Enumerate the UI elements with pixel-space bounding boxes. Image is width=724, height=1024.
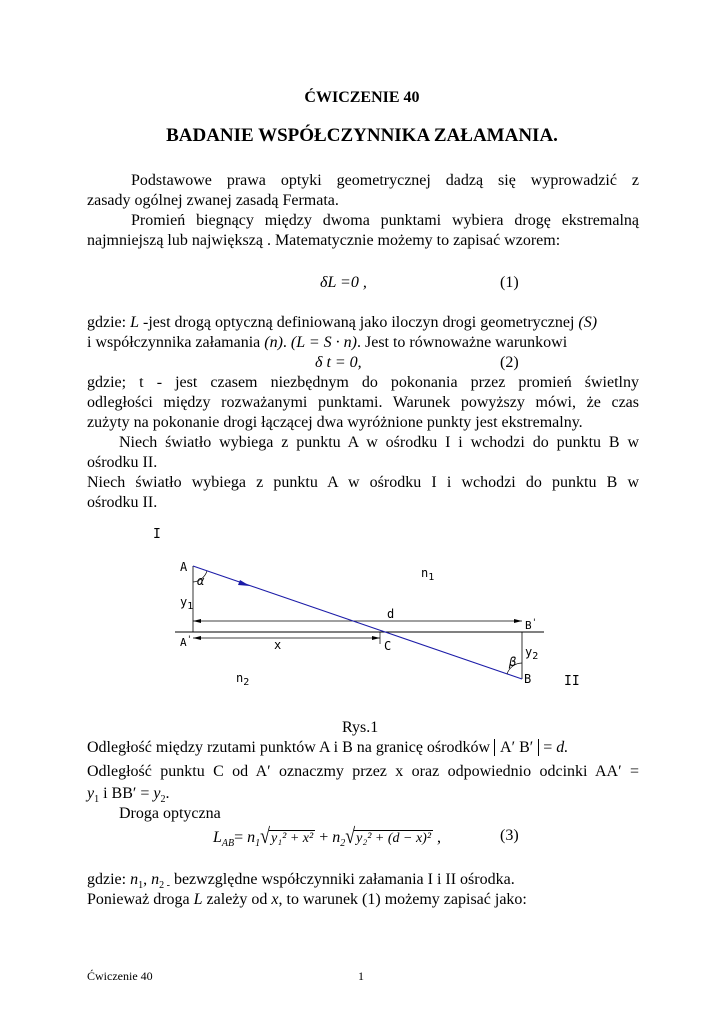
equation-2-number: (2) <box>500 354 519 371</box>
label-y1 <box>180 595 193 612</box>
formula-L: (L = S · n) <box>290 334 357 351</box>
after-line1 <box>87 738 568 758</box>
final-text: zależy od <box>202 891 272 908</box>
subscript: AB <box>221 838 235 850</box>
label-A-prime <box>180 635 192 649</box>
subscript: 1 <box>94 794 100 806</box>
where1-text: gdzie: <box>87 314 131 331</box>
final-text: , to warunek (1) możemy zapisać jako: <box>278 891 527 908</box>
where2-line1: gdzie; t - jest czasem niezbędnym do pokonania przez promień świetlny <box>87 374 639 391</box>
comma: , <box>433 829 442 846</box>
after-text: = <box>539 739 557 756</box>
where1-text: i współczynnika załamania <box>87 334 265 351</box>
label-y1-letter: y <box>180 595 188 609</box>
final-text: , <box>143 871 152 888</box>
final-text: Ponieważ droga <box>87 891 194 908</box>
subscript: 2 <box>340 838 346 850</box>
arrowhead <box>193 636 201 640</box>
label-n2 <box>236 671 249 688</box>
where1-line2 <box>87 333 567 353</box>
label-n1 <box>421 566 434 583</box>
where1-line1 <box>87 313 597 333</box>
label-d: d <box>387 607 395 621</box>
final-line2 <box>87 890 527 910</box>
label-n2-letter: n <box>236 671 244 685</box>
symbol-n: n <box>151 871 160 888</box>
where2-line7: ośrodku II. <box>87 494 158 511</box>
symbol-x: x <box>271 891 279 908</box>
label-y2-subscript: 2 <box>532 651 539 662</box>
symbol-n2: n <box>332 829 341 846</box>
where2-line2: odległości między rozważanymi punktami. Warunek powyższy mówi, że czas <box>87 394 639 411</box>
label-B: B <box>524 672 532 686</box>
symbol-n: (n) <box>264 334 283 351</box>
equation-2: δ t = 0, <box>315 354 362 371</box>
where2-line4: Niech światło wybiega z punktu A w ośrodku I i wchodzi do punktu B w <box>119 434 639 451</box>
after-line4: Droga optyczna <box>119 805 221 822</box>
symbol-d: d. <box>556 739 569 756</box>
symbol-y2: y <box>153 785 161 802</box>
page-number: 1 <box>358 969 364 983</box>
arrowhead <box>193 619 201 623</box>
label-y2-letter: y <box>525 645 533 659</box>
label-A: A <box>180 560 188 574</box>
equation-1: δL =0 , <box>320 274 367 291</box>
label-B-prime <box>525 618 537 632</box>
exercise-heading: ĆWICZENIE 40 <box>304 89 420 106</box>
label-x: x <box>274 638 282 652</box>
equation-1-number: (1) <box>500 274 519 291</box>
label-medium-I: I <box>153 527 161 542</box>
final-text: gdzie: <box>87 871 131 888</box>
final-text: bezwzględne współczynniki załamania I i II ośrodka. <box>169 871 515 888</box>
after-text: Odległość między rzutami punktów A i B na granicę ośrodków <box>87 739 495 756</box>
sqrt-sign: √ <box>345 824 356 848</box>
after-text: . <box>165 785 170 802</box>
ray-direction-arrow <box>238 580 250 586</box>
intro-p1-line1: Podstawowe prawa optyki geometrycznej dadzą się wyprowadzić z <box>131 172 639 189</box>
radicand-1: y₁² + x² <box>271 831 314 846</box>
prime-mark: ' <box>186 635 193 645</box>
plus: + <box>315 829 333 846</box>
final-line1 <box>87 870 515 890</box>
abs-AB: A′ B′ <box>494 739 539 756</box>
subscript: 2 <box>160 794 166 806</box>
where2-line3: zużyty na pokonanie drogi łączącej dwa wyróżnione punkty jest ekstremalny. <box>87 414 583 431</box>
intro-p2-line1: Promień biegnący między dwoma punktami wybiera drogę ekstremalną <box>131 212 639 229</box>
symbol-L: L <box>213 829 222 846</box>
where1-text: . Jest to równoważne warunkowi <box>356 334 568 351</box>
label-n2-subscript: 2 <box>243 677 250 688</box>
figure-caption: Rys.1 <box>342 719 379 736</box>
symbol-n: n <box>130 871 139 888</box>
label-n1-letter: n <box>421 566 429 580</box>
prime-mark: ' <box>531 618 538 628</box>
label-y1-subscript: 1 <box>187 601 194 612</box>
label-beta: β <box>509 655 517 669</box>
after-line3 <box>87 784 170 804</box>
label-B-prime-letter: B <box>525 619 532 632</box>
refraction-figure <box>0 520 724 690</box>
label-y2 <box>525 645 538 662</box>
radicand-2: y₂² + (d − x)² <box>356 831 432 846</box>
equation-3-number: (3) <box>500 827 519 844</box>
label-C: C <box>384 639 392 653</box>
subscript: 1 <box>138 880 144 892</box>
symbol-L: L <box>130 314 139 331</box>
footer-exercise: Ćwiczenie 40 <box>87 969 153 983</box>
page-title: BADANIE WSPÓŁCZYNNIKA ZAŁAMANIA. <box>166 125 558 146</box>
arrowhead <box>514 619 522 623</box>
label-medium-II: II <box>564 674 580 689</box>
subscript: 1 <box>255 838 261 850</box>
symbol-y1: y <box>87 785 95 802</box>
symbol-S: (S) <box>578 314 598 331</box>
after-text: i BB′ = <box>99 785 154 802</box>
sqrt-sign: √ <box>260 824 271 848</box>
label-A-prime-letter: A <box>180 636 187 649</box>
symbol-L: L <box>193 891 203 908</box>
equals: = <box>234 829 248 846</box>
where2-line5: ośrodku II. <box>87 454 158 471</box>
label-alpha: α <box>197 574 205 588</box>
where2-line6: Niech światło wybiega z punktu A w ośrodku I i wchodzi do punktu B w <box>87 474 639 491</box>
intro-p1-line2: zasady ogólnej zwanej zasadą Fermata. <box>87 192 339 209</box>
equation-3 <box>213 826 441 848</box>
where1-text: -jest drogą optyczną definiowaną jako iloczyn drogi geometrycznej <box>139 314 579 331</box>
intro-p2-line2: najmniejszą lub największą . Matematycznie możemy to zapisać wzorem: <box>87 232 561 249</box>
label-n1-subscript: 1 <box>428 572 435 583</box>
after-line2: Odległość punktu C od A′ oznaczmy przez x oraz odpowiednio odcinki AA′ = <box>87 763 639 780</box>
symbol-n1: n <box>247 829 256 846</box>
subscript: 2 - <box>159 880 170 892</box>
arrowhead <box>372 636 380 640</box>
where1-text: . <box>282 334 291 351</box>
